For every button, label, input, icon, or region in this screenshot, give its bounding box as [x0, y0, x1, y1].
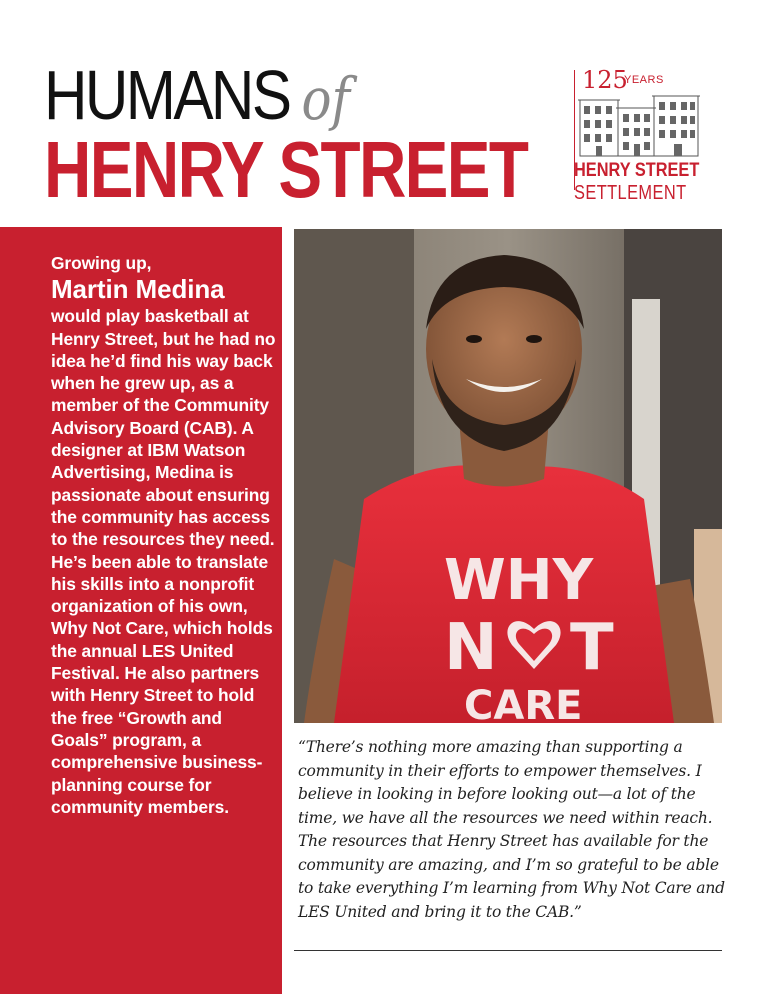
portrait-illustration: [294, 229, 722, 723]
page-title-line2: HENRY STREET: [44, 125, 528, 214]
logo-years-label: YEARS: [624, 74, 664, 86]
shirt-care: CARE: [464, 683, 583, 723]
title-of: of: [301, 65, 350, 133]
shirt-t: T: [570, 611, 614, 685]
pull-quote: “There’s nothing more amazing than supporting a community in their efforts to empower themselves. I believe in looking in before looking out—a lot of the time, we have all the resources we need within reach. The resources that Henry Street has available for the community are amazing, and I’m so grateful to be able to take everything I’m learning from Why Not Care and LES United and bring it to the CAB.”: [298, 738, 725, 921]
shirt-n: N: [444, 611, 498, 685]
title-humans: HUMANS: [44, 56, 290, 134]
bio-intro: Growing up,: [51, 253, 152, 273]
bio-name: Martin Medina: [51, 274, 225, 305]
page-title-line1: [44, 56, 350, 134]
logo-anniversary-number: 125: [582, 66, 628, 94]
portrait-photo: [294, 229, 722, 723]
bio-text: [51, 252, 283, 818]
henry-street-logo: [566, 66, 706, 212]
buildings-illustration-icon: [578, 90, 702, 158]
shirt-why: WHY: [444, 548, 594, 613]
logo-subname: SETTLEMENT: [574, 182, 687, 204]
logo-name: HENRY STREET: [574, 160, 700, 181]
bio-body: would play basketball at Henry Street, but he had no idea he’d find his way back when he grew up, as a member of the Community Advisory Board (CAB). A designer at IBM Watson Advertising, Medina is passionate about ensuring the community has access to the resources they need. He’s been able to translate his skills into a nonprofit organization of his own, Why Not Care, which holds the annual LES United Festival. He also partners with Henry Street to hold the free “Growth and Goals” program, a comprehensive business-planning course for community members.: [51, 306, 276, 817]
divider-rule: [294, 950, 722, 951]
